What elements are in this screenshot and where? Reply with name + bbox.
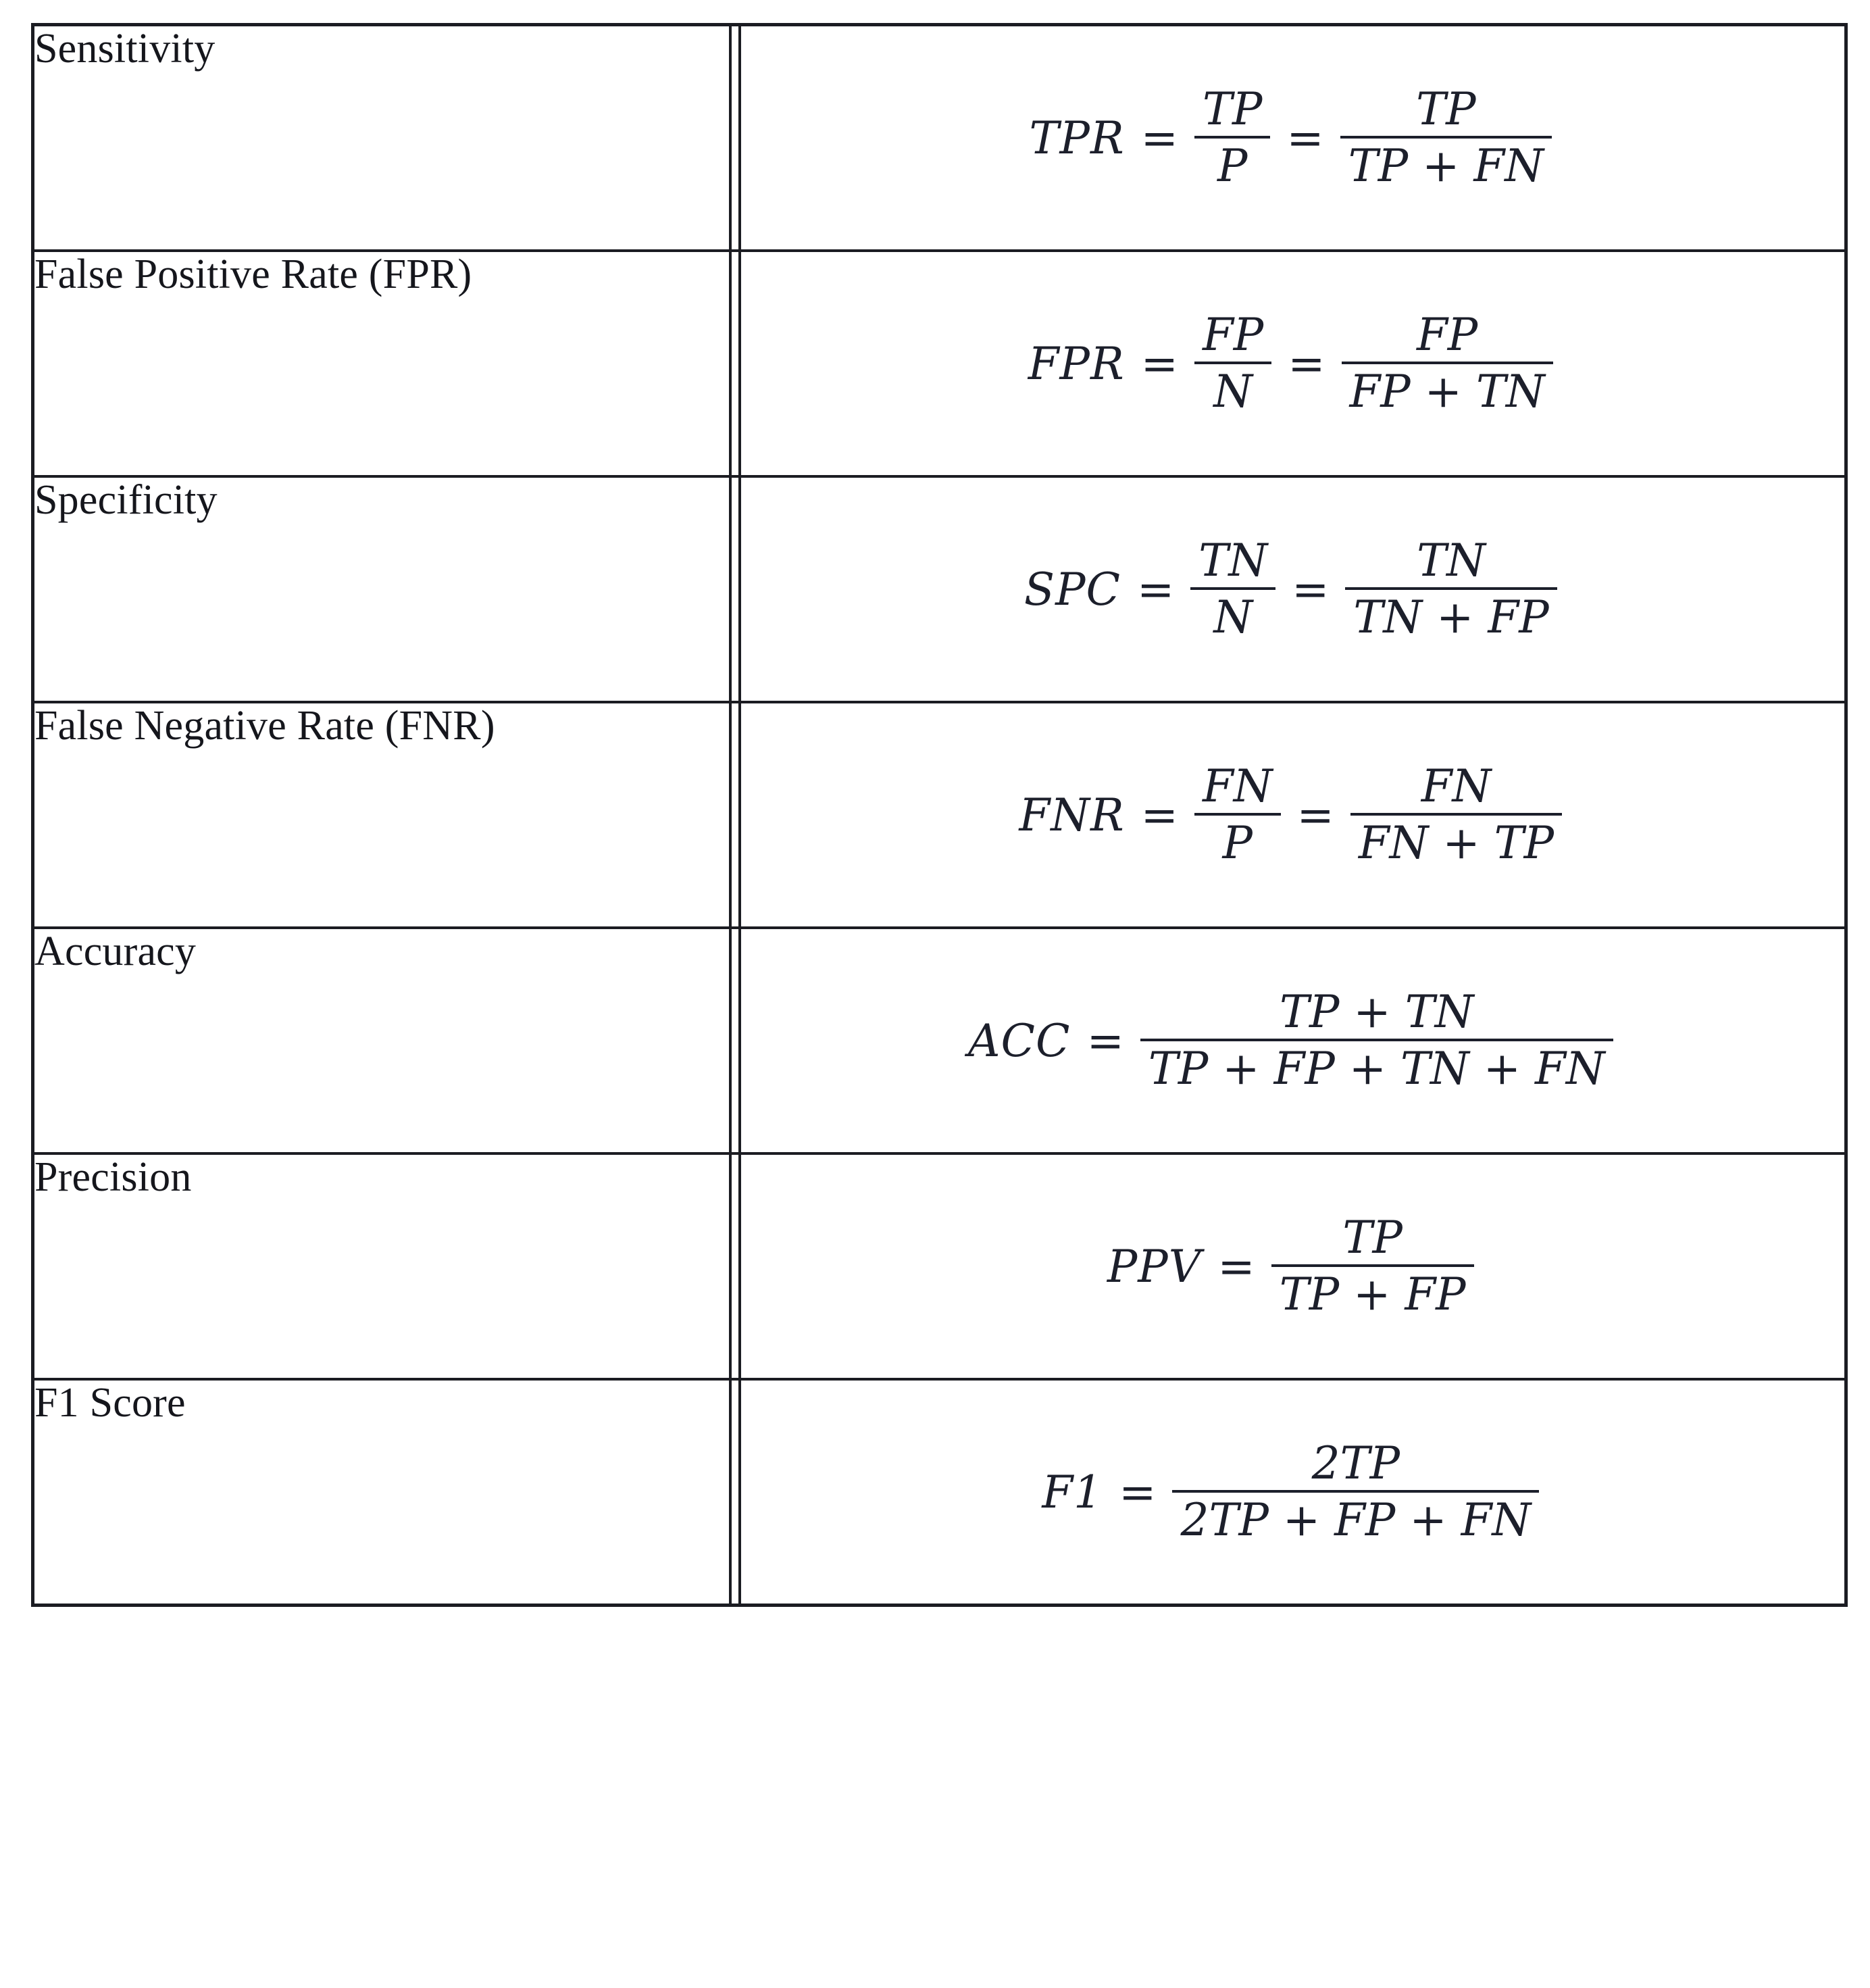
fraction-denominator: 2TP + FP + FN — [1172, 1490, 1539, 1543]
fraction-denominator: N — [1194, 362, 1271, 414]
metric-name-cell — [33, 1379, 730, 1606]
column-separator — [730, 702, 740, 928]
fraction-denominator: TN + FP — [1345, 587, 1557, 640]
metric-formula-cell — [740, 476, 1846, 702]
fraction-numerator: TP — [1342, 1212, 1402, 1264]
fraction-denominator: N — [1190, 587, 1275, 640]
metric-name-cell — [33, 251, 730, 476]
fraction-numerator: TP — [1416, 83, 1476, 135]
metric-name: Sensitivity — [34, 26, 216, 72]
fraction-denominator: TP + FP + TN + FN — [1140, 1039, 1613, 1091]
table-row — [33, 1153, 1846, 1379]
formula-lhs: F1 — [1042, 1466, 1103, 1518]
metric-formula-cell — [740, 702, 1846, 928]
fraction-numerator: TP — [1202, 83, 1263, 135]
fraction-first — [1194, 83, 1270, 192]
table-row — [33, 476, 1846, 702]
formula-expression — [1107, 1212, 1478, 1320]
metric-name: Accuracy — [34, 928, 197, 974]
fraction-numerator: TP + TN — [1280, 986, 1474, 1038]
equals-sign: = — [1086, 1014, 1124, 1067]
equals-sign: = — [1119, 1466, 1157, 1518]
table-row — [33, 1379, 1846, 1606]
fraction-denominator: TP + FN — [1340, 136, 1552, 189]
fraction-numerator: TN — [1417, 535, 1486, 587]
fraction-first — [1194, 760, 1281, 869]
metric-name: False Negative Rate (FNR) — [34, 703, 495, 749]
metric-name-cell — [33, 928, 730, 1153]
metric-name-cell — [33, 702, 730, 928]
metrics-table — [31, 23, 1848, 1607]
fraction-first — [1172, 1437, 1539, 1546]
equals-sign-2: = — [1286, 111, 1324, 164]
equals-sign: = — [1140, 789, 1178, 841]
metric-name: False Positive Rate (FPR) — [34, 251, 472, 297]
table-row — [33, 702, 1846, 928]
column-separator — [730, 25, 740, 251]
formula-expression — [1028, 309, 1557, 418]
equals-sign: = — [1217, 1240, 1255, 1293]
fraction-numerator: FP — [1417, 309, 1478, 361]
metric-formula-cell — [740, 25, 1846, 251]
formula-lhs: ACC — [967, 1014, 1071, 1067]
metric-name-cell — [33, 476, 730, 702]
formula-expression — [1019, 760, 1566, 869]
metric-formula-cell — [740, 1153, 1846, 1379]
equals-sign-2: = — [1292, 563, 1330, 616]
equals-sign: = — [1140, 111, 1178, 164]
fraction-first — [1190, 535, 1275, 643]
fraction-numerator: 2TP — [1311, 1437, 1400, 1489]
column-separator — [730, 1379, 740, 1606]
equals-sign-2: = — [1296, 789, 1334, 841]
formula-lhs: TPR — [1029, 111, 1125, 164]
column-separator — [730, 476, 740, 702]
metric-formula-cell — [740, 928, 1846, 1153]
fraction-second — [1340, 83, 1552, 192]
fraction-first — [1271, 1212, 1474, 1320]
fraction-denominator: P — [1194, 813, 1281, 866]
formula-expression — [1024, 535, 1561, 643]
fraction-denominator: FN + TP — [1350, 813, 1562, 866]
fraction-second — [1350, 760, 1562, 869]
fraction-numerator: FP — [1202, 309, 1264, 361]
column-separator — [730, 251, 740, 476]
formula-lhs: FPR — [1028, 337, 1125, 390]
formula-lhs: PPV — [1107, 1240, 1202, 1293]
fraction-first — [1194, 309, 1271, 418]
formula-lhs: SPC — [1024, 563, 1121, 616]
metric-formula-cell — [740, 251, 1846, 476]
table-row — [33, 251, 1846, 476]
fraction-denominator: FP + TN — [1342, 362, 1553, 414]
fraction-numerator: TN — [1198, 535, 1268, 587]
fraction-second — [1345, 535, 1557, 643]
fraction-first — [1140, 986, 1613, 1095]
metric-formula-cell — [740, 1379, 1846, 1606]
metric-name-cell — [33, 25, 730, 251]
metric-name: Specificity — [34, 477, 218, 523]
fraction-denominator: TP + FP — [1271, 1264, 1474, 1317]
fraction-second — [1342, 309, 1553, 418]
equals-sign-2: = — [1288, 337, 1325, 390]
metric-name: F1 Score — [34, 1380, 186, 1426]
table-row — [33, 25, 1846, 251]
metric-name-cell — [33, 1153, 730, 1379]
equals-sign: = — [1140, 337, 1178, 390]
formula-expression — [1042, 1437, 1543, 1546]
fraction-numerator: FN — [1202, 760, 1273, 812]
formula-expression — [967, 986, 1617, 1095]
column-separator — [730, 1153, 740, 1379]
formula-expression — [1029, 83, 1556, 192]
equals-sign: = — [1136, 563, 1175, 616]
column-separator — [730, 928, 740, 1153]
table-row — [33, 928, 1846, 1153]
fraction-denominator: P — [1194, 136, 1270, 189]
fraction-numerator: FN — [1421, 760, 1492, 812]
formula-lhs: FNR — [1019, 789, 1125, 841]
metric-name: Precision — [34, 1154, 192, 1200]
